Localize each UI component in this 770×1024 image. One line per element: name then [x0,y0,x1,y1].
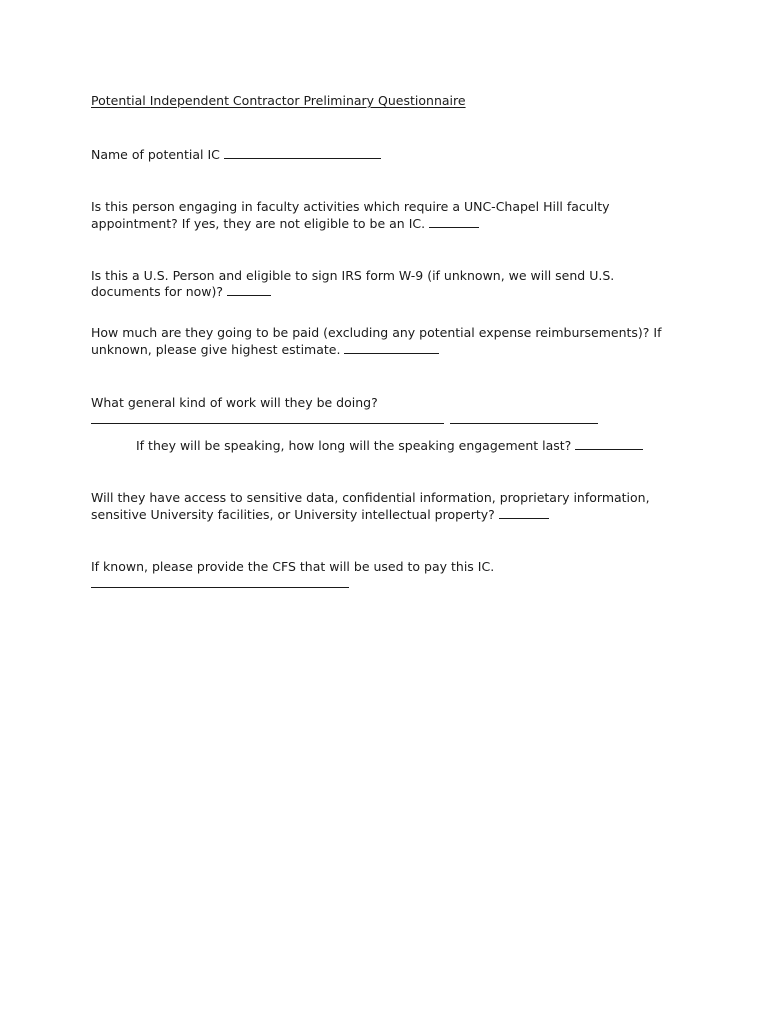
question-access-label: sensitive University facilities, or University intellectual property? [91,507,495,522]
question-work-label: What general kind of work will they be doing? [91,395,378,410]
access-answer-field[interactable] [499,506,549,519]
question-usperson-line-1: Is this a U.S. Person and eligible to sign IRS form W-9 (if unknown, we will send U.S. [91,268,615,283]
speaking-answer-field[interactable] [575,437,643,450]
work-answer-field-2[interactable] [450,411,598,424]
question-paid-label: unknown, please give highest estimate. [91,342,341,357]
question-speaking-label: If they will be speaking, how long will the speaking engagement last? [136,438,572,453]
faculty-answer-field[interactable] [429,215,479,228]
question-paid-line-2 [91,341,439,358]
cfs-answer-row [91,575,349,592]
question-access-line-1: Will they have access to sensitive data, confidential information, proprietary information, [91,490,650,505]
usperson-answer-field[interactable] [227,283,271,296]
question-cfs-label: If known, please provide the CFS that will be used to pay this IC. [91,559,495,574]
question-usperson-label: documents for now)? [91,284,224,299]
cfs-answer-field[interactable] [91,575,349,588]
question-usperson-line-2 [91,283,271,300]
work-answer-row [91,411,598,428]
name-answer-field[interactable] [224,146,381,159]
work-answer-field-1[interactable] [91,411,444,424]
question-faculty-line-2 [91,215,479,232]
question-paid-line-1: How much are they going to be paid (excluding any potential expense reimbursements)? If [91,325,662,340]
question-faculty-line-1: Is this person engaging in faculty activities which require a UNC-Chapel Hill faculty [91,199,610,214]
question-name [91,146,381,163]
question-access-line-2 [91,506,549,523]
question-speaking [136,437,643,454]
question-name-label: Name of potential IC [91,147,220,162]
document-title: Potential Independent Contractor Preliminary Questionnaire [91,93,466,108]
paid-answer-field[interactable] [344,341,439,354]
question-faculty-label: appointment? If yes, they are not eligible to be an IC. [91,216,426,231]
